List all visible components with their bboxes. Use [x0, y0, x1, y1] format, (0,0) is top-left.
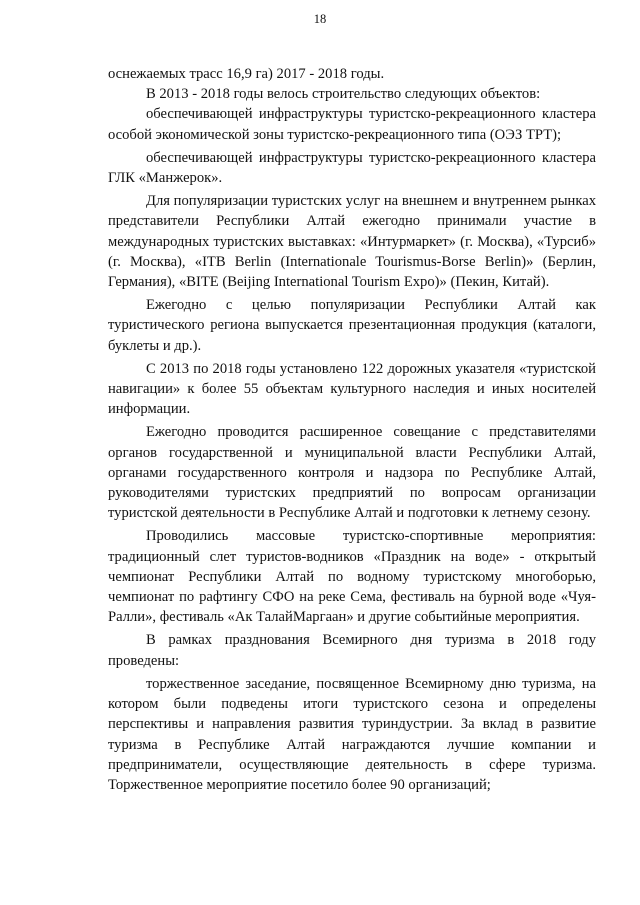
paragraph: В рамках празднования Всемирного дня туризма в 2018 году проведены: [108, 632, 596, 669]
paragraph: Для популяризации туристских услуг на внешнем и внутреннем рынках представители Республики Алтай ежегодно принимали участие в международных туристских выставках: «Интурмаркет» (г. Москва), «Турсиб» (г. Москва), «ITB Berlin (Internationale Tourismus-Borse Berlin)» (Берлин, Германия), «BITE (Beijing International Tourism Expo)» (Пекин, Китай). [108, 193, 596, 291]
paragraph: С 2013 по 2018 годы установлено 122 дорожных указателя «туристской навигации» к более 55 объектам культурного наследия и иных носителей информации. [108, 360, 596, 418]
page-number: 18 [313, 12, 327, 26]
paragraph: обеспечивающей инфраструктуры туристско-рекреационного кластера особой экономической зоны туристско-рекреационного типа (ОЭЗ ТРТ); [108, 106, 596, 143]
paragraph: торжественное заседание, посвященное Всемирному дню туризма, на котором были подведены итоги туристского сезона и определены перспективы и направления развития туриндустрии. За вклад в развитие туризма в Республике Алтай награждаются лучшие компании и предприниматели, осуществляющие деятельность в сфере туризма. Торжественное мероприятие посетило более 90 организаций; [108, 675, 596, 793]
paragraph: Ежегодно проводится расширенное совещание с представителями органов государственной и муниципальной власти Республики Алтай, органами государственного контроля и надзора по Республике Алтай, руководителями туристских предприятий по вопросам организации туристской деятельности в Республике Алтай и подготовки к летнему сезону. [108, 424, 596, 522]
paragraph: оснежаемых трасс 16,9 га) 2017 - 2018 годы. [108, 66, 385, 82]
paragraph: Ежегодно с целью популяризации Республики Алтай как туристического региона выпускается презентационная продукция (каталоги, буклеты и др.). [108, 297, 596, 354]
paragraph: обеспечивающей инфраструктуры туристско-рекреационного кластера ГЛК «Манжерок». [108, 149, 596, 187]
document-body [108, 64, 596, 795]
paragraph: В 2013 - 2018 годы велось строительство следующих объектов: [146, 86, 541, 103]
paragraph: Проводились массовые туристско-спортивные мероприятия: традиционный слет туристов-водников «Праздник на воде» - открытый чемпионат Республики Алтай по водному туристскому многоборью, чемпионат по рафтингу СФО на реке Сема, фестиваль на бурной воде «Чуя-Ралли», фестиваль «Ак ТалайМаргаан» и другие событийные мероприятия. [108, 528, 596, 626]
